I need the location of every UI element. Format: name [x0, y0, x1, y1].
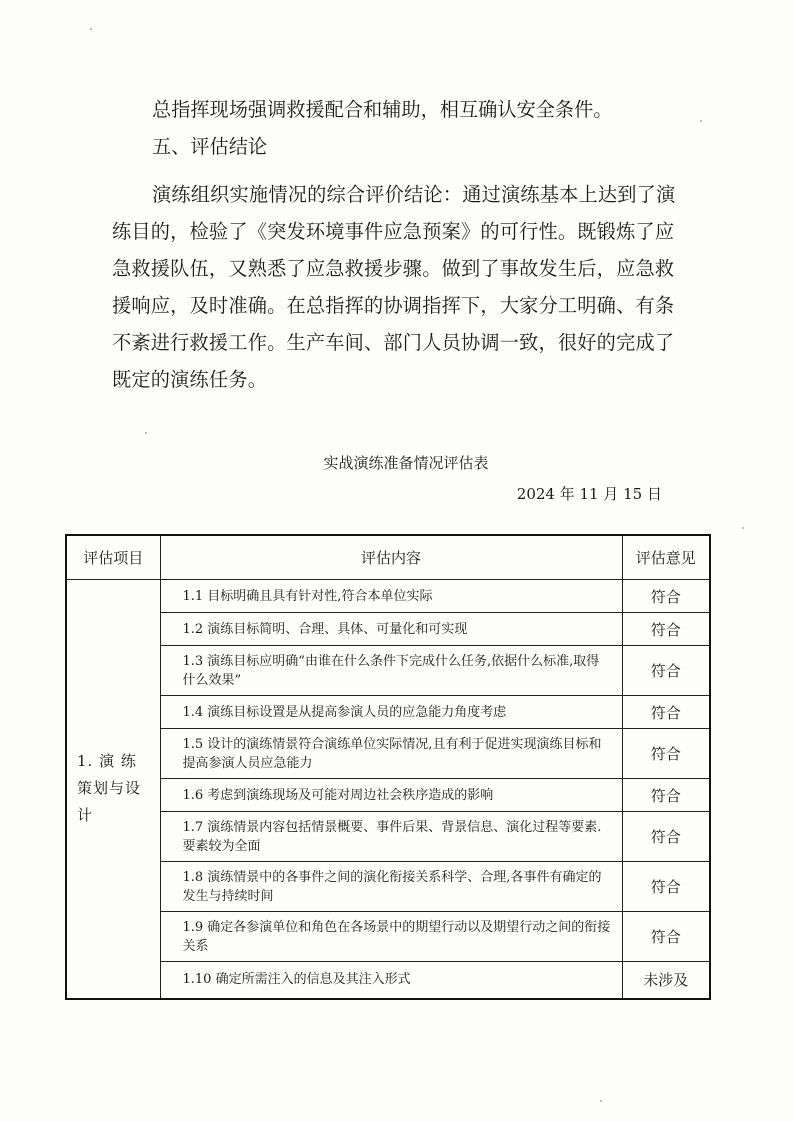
content-cell: 1.10 确定所需注入的信息及其注入形式: [160, 962, 622, 999]
table-row: [66, 812, 710, 862]
scan-speck: [90, 28, 92, 30]
table-row: [66, 580, 710, 613]
opinion-cell: 符合: [622, 812, 710, 862]
table-row: [66, 646, 710, 696]
scan-speck: [700, 120, 702, 122]
header-content: 评估内容: [160, 535, 622, 580]
opinion-cell: 符合: [622, 862, 710, 912]
scan-speck: [742, 527, 744, 529]
table-row: [66, 912, 710, 962]
header-opinion: 评估意见: [622, 535, 710, 580]
table-row: [66, 729, 710, 779]
scan-speck: [600, 1100, 602, 1102]
table-row: [66, 613, 710, 646]
header-item: 评估项目: [66, 535, 160, 580]
table-row: [66, 862, 710, 912]
section-heading-conclusion: 五、评估结论: [152, 135, 268, 158]
content-cell: 1.7 演练情景内容包括情景概要、事件后果、背景信息、演化过程等要素.要素较为全面: [160, 812, 622, 862]
content-cell: 1.1 目标明确且具有针对性,符合本单位实际: [160, 580, 622, 613]
opinion-cell: 未涉及: [622, 962, 710, 999]
table-header-row: [66, 535, 710, 580]
evaluation-table: [65, 534, 711, 1000]
category-cell: 1. 演 练 策划与设计: [66, 580, 160, 999]
table-row: [66, 696, 710, 729]
opinion-cell: 符合: [622, 580, 710, 613]
table-date: 2024 年 11 月 15 日: [516, 485, 662, 503]
table-row: [66, 962, 710, 999]
opinion-cell: 符合: [622, 912, 710, 962]
opinion-cell: 符合: [622, 779, 710, 812]
opinion-cell: 符合: [622, 646, 710, 696]
scan-speck: [145, 432, 147, 434]
content-cell: 1.8 演练情景中的各事件之间的演化衔接关系科学、合理,各事件有确定的发生与持续时间: [160, 862, 622, 912]
paragraph-command-note: 总指挥现场强调救援配合和辅助，相互确认安全条件。: [152, 98, 613, 121]
content-cell: 1.2 演练目标简明、合理、具体、可量化和可实现: [160, 613, 622, 646]
opinion-cell: 符合: [622, 613, 710, 646]
paragraph-conclusion: 演练组织实施情况的综合评价结论：通过演练基本上达到了演练目的，检验了《突发环境事件应急预案》的可行性。既锻炼了应急救援队伍，又熟悉了应急救援步骤。做到了事故发生后，应急救援响应，及时准确。在总指挥的协调指挥下，大家分工明确、有条不紊进行救援工作。生产车间、部门人员协调一致，很好的完成了既定的演练任务。: [112, 183, 676, 391]
content-cell: 1.4 演练目标设置是从提高参演人员的应急能力角度考虑: [160, 696, 622, 729]
content-cell: 1.6 考虑到演练现场及可能对周边社会秩序造成的影响: [160, 779, 622, 812]
opinion-cell: 符合: [622, 696, 710, 729]
content-cell: 1.3 演练目标应明确“由谁在什么条件下完成什么任务,依据什么标准,取得什么效果”: [160, 646, 622, 696]
content-cell: 1.9 确定各参演单位和角色在各场景中的期望行动以及期望行动之间的衔接关系: [160, 912, 622, 962]
content-cell: 1.5 设计的演练情景符合演练单位实际情况,且有利于促进实现演练目标和提高参演人员应急能力: [160, 729, 622, 779]
table-title: 实战演练准备情况评估表: [323, 454, 489, 472]
opinion-cell: 符合: [622, 729, 710, 779]
table-row: [66, 779, 710, 812]
